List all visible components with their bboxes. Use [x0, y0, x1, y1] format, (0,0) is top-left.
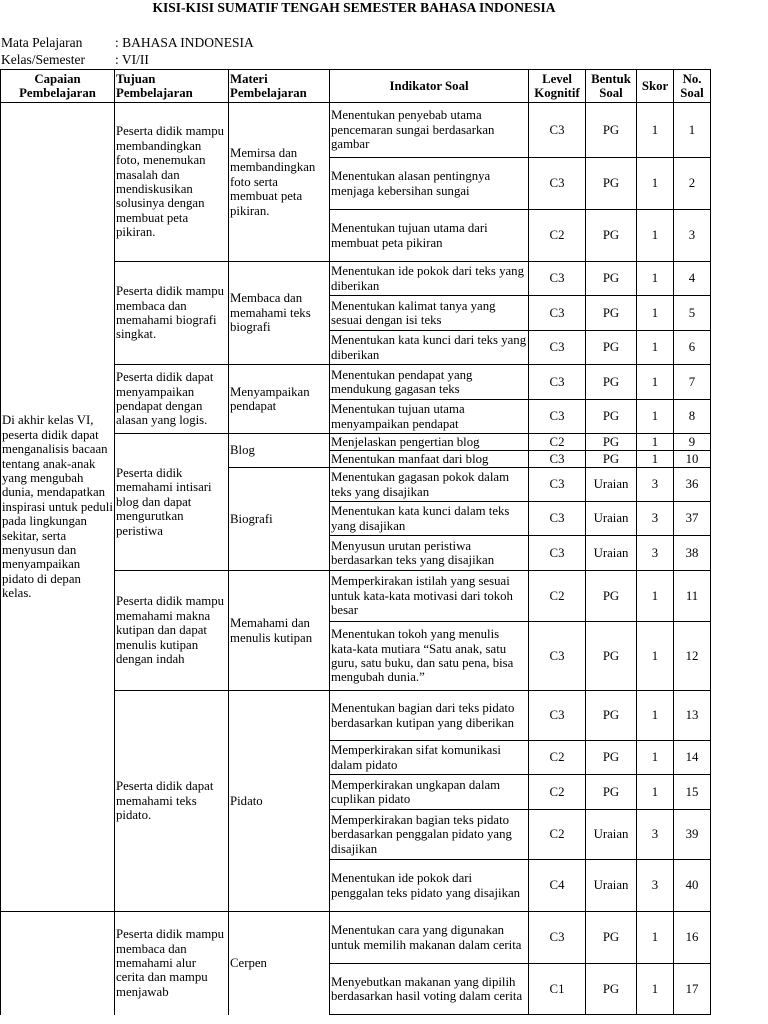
- indikator-cell: Menentukan ide pokok dari teks yang diberikan: [330, 262, 529, 296]
- table-row: [1, 103, 711, 158]
- level-cell: C4: [529, 860, 586, 912]
- bentuk-cell: Uraian: [586, 810, 637, 860]
- col-header-capaian: Capaian Pembelajaran: [1, 70, 115, 103]
- no-soal-cell: 4: [674, 262, 711, 296]
- tujuan-cell: Peserta didik mampu membaca dan memahami alur cerita dan mampu menjawab: [115, 912, 229, 1015]
- col-header-no: No. Soal: [674, 70, 711, 103]
- no-soal-cell: 9: [674, 434, 711, 451]
- level-cell: C2: [529, 571, 586, 622]
- bentuk-cell: PG: [586, 775, 637, 810]
- tujuan-cell: Peserta didik mampu memahami makna kutipan dan dapat menulis kutipan dengan indah: [115, 571, 229, 691]
- skor-cell: 3: [637, 502, 674, 536]
- bentuk-cell: PG: [586, 158, 637, 210]
- skor-cell: 1: [637, 622, 674, 691]
- level-cell: C3: [529, 296, 586, 331]
- level-cell: C3: [529, 331, 586, 365]
- no-soal-cell: 38: [674, 536, 711, 571]
- meta-label: Mata Pelajaran: [1, 35, 83, 50]
- level-cell: C3: [529, 536, 586, 571]
- bentuk-cell: PG: [586, 400, 637, 434]
- tujuan-cell: Peserta didik dapat memahami teks pidato.: [115, 691, 229, 912]
- tujuan-cell: Peserta didik mampu membaca dan memahami biografi singkat.: [115, 262, 229, 365]
- no-soal-cell: 15: [674, 775, 711, 810]
- materi-cell: Membaca dan memahami teks biografi: [229, 262, 330, 365]
- indikator-cell: Menentukan kata kunci dari teks yang diberikan: [330, 331, 529, 365]
- skor-cell: 1: [637, 210, 674, 262]
- skor-cell: 3: [637, 536, 674, 571]
- bentuk-cell: PG: [586, 103, 637, 158]
- indikator-cell: Menentukan tokoh yang menulis kata-kata mutiara “Satu anak, satu guru, satu buku, dan satu pena, bisa mengubah dunia.”: [330, 622, 529, 691]
- skor-cell: 1: [637, 741, 674, 775]
- tujuan-cell: Peserta didik dapat menyampaikan pendapat dengan alasan yang logis.: [115, 365, 229, 434]
- bentuk-cell: PG: [586, 741, 637, 775]
- no-soal-cell: 5: [674, 296, 711, 331]
- materi-cell: Cerpen: [229, 912, 330, 1015]
- capaian-cell: [1, 912, 115, 1015]
- indikator-cell: Menyebutkan makanan yang dipilih berdasarkan hasil voting dalam cerita: [330, 964, 529, 1015]
- no-soal-cell: 10: [674, 451, 711, 468]
- level-cell: C2: [529, 810, 586, 860]
- bentuk-cell: PG: [586, 262, 637, 296]
- level-cell: C2: [529, 210, 586, 262]
- bentuk-cell: PG: [586, 210, 637, 262]
- indikator-cell: Menentukan cara yang digunakan untuk memilih makanan dalam cerita: [330, 912, 529, 964]
- bentuk-cell: PG: [586, 571, 637, 622]
- level-cell: C2: [529, 434, 586, 451]
- indikator-cell: Menentukan kata kunci dalam teks yang disajikan: [330, 502, 529, 536]
- level-cell: C3: [529, 262, 586, 296]
- level-cell: C3: [529, 912, 586, 964]
- meta-class: [1, 52, 149, 68]
- bentuk-cell: PG: [586, 691, 637, 741]
- skor-cell: 1: [637, 400, 674, 434]
- indikator-cell: Memperkirakan bagian teks pidato berdasarkan penggalan pidato yang disajikan: [330, 810, 529, 860]
- indikator-cell: Menentukan kalimat tanya yang sesuai dengan isi teks: [330, 296, 529, 331]
- skor-cell: 1: [637, 912, 674, 964]
- materi-cell: Blog: [229, 434, 330, 468]
- indikator-cell: Menentukan tujuan utama dari membuat peta pikiran: [330, 210, 529, 262]
- col-header-skor: Skor: [637, 70, 674, 103]
- bentuk-cell: PG: [586, 622, 637, 691]
- kisi-kisi-table: [0, 69, 711, 1015]
- skor-cell: 1: [637, 365, 674, 400]
- indikator-cell: Menentukan bagian dari teks pidato berdasarkan kutipan yang diberikan: [330, 691, 529, 741]
- bentuk-cell: PG: [586, 434, 637, 451]
- no-soal-cell: 36: [674, 468, 711, 502]
- level-cell: C3: [529, 691, 586, 741]
- no-soal-cell: 7: [674, 365, 711, 400]
- no-soal-cell: 2: [674, 158, 711, 210]
- skor-cell: 1: [637, 451, 674, 468]
- bentuk-cell: Uraian: [586, 468, 637, 502]
- materi-cell: Pidato: [229, 691, 330, 912]
- level-cell: C3: [529, 502, 586, 536]
- bentuk-cell: Uraian: [586, 860, 637, 912]
- bentuk-cell: Uraian: [586, 536, 637, 571]
- table-row: [1, 912, 711, 964]
- skor-cell: 1: [637, 434, 674, 451]
- no-soal-cell: 3: [674, 210, 711, 262]
- skor-cell: 1: [637, 296, 674, 331]
- col-header-indikator: Indikator Soal: [330, 70, 529, 103]
- tujuan-cell: Peserta didik mampu membandingkan foto, menemukan masalah dan mendiskusikan solusinya dengan membuat peta pikiran.: [115, 103, 229, 262]
- no-soal-cell: 14: [674, 741, 711, 775]
- skor-cell: 1: [637, 571, 674, 622]
- level-cell: C1: [529, 964, 586, 1015]
- level-cell: C3: [529, 103, 586, 158]
- indikator-cell: Menyusun urutan peristiwa berdasarkan teks yang disajikan: [330, 536, 529, 571]
- no-soal-cell: 17: [674, 964, 711, 1015]
- capaian-cell: Di akhir kelas VI, peserta didik dapat menganalisis bacaan tentang anak-anak yang mengubah dunia, mendapatkan inspirasi untuk peduli pada lingkungan sekitar, serta menyusun dan menyampaikan pidato di depan kelas.: [1, 103, 115, 912]
- indikator-cell: Menentukan alasan pentingnya menjaga kebersihan sungai: [330, 158, 529, 210]
- no-soal-cell: 13: [674, 691, 711, 741]
- skor-cell: 1: [637, 103, 674, 158]
- no-soal-cell: 37: [674, 502, 711, 536]
- indikator-cell: Menentukan gagasan pokok dalam teks yang disajikan: [330, 468, 529, 502]
- level-cell: C2: [529, 775, 586, 810]
- meta-value: : VI/II: [115, 52, 149, 67]
- no-soal-cell: 12: [674, 622, 711, 691]
- indikator-cell: Menentukan pendapat yang mendukung gagasan teks: [330, 365, 529, 400]
- col-header-tujuan: Tujuan Pembelajaran: [115, 70, 229, 103]
- meta-subject: [1, 35, 254, 51]
- bentuk-cell: PG: [586, 451, 637, 468]
- bentuk-cell: PG: [586, 331, 637, 365]
- indikator-cell: Menentukan tujuan utama menyampaikan pendapat: [330, 400, 529, 434]
- skor-cell: 1: [637, 262, 674, 296]
- no-soal-cell: 1: [674, 103, 711, 158]
- meta-value: : BAHASA INDONESIA: [115, 35, 254, 50]
- no-soal-cell: 11: [674, 571, 711, 622]
- level-cell: C2: [529, 741, 586, 775]
- indikator-cell: Menjelaskan pengertian blog: [330, 434, 529, 451]
- col-header-materi: Materi Pembelajaran: [229, 70, 330, 103]
- level-cell: C3: [529, 622, 586, 691]
- bentuk-cell: PG: [586, 296, 637, 331]
- no-soal-cell: 39: [674, 810, 711, 860]
- skor-cell: 1: [637, 158, 674, 210]
- level-cell: C3: [529, 400, 586, 434]
- header-row: [1, 70, 711, 103]
- materi-cell: Memahami dan menulis kutipan: [229, 571, 330, 691]
- bentuk-cell: Uraian: [586, 502, 637, 536]
- bentuk-cell: PG: [586, 365, 637, 400]
- col-header-level: Level Kognitif: [529, 70, 586, 103]
- skor-cell: 3: [637, 860, 674, 912]
- no-soal-cell: 6: [674, 331, 711, 365]
- level-cell: C3: [529, 468, 586, 502]
- indikator-cell: Memperkirakan sifat komunikasi dalam pidato: [330, 741, 529, 775]
- indikator-cell: Menentukan penyebab utama pencemaran sungai berdasarkan gambar: [330, 103, 529, 158]
- indikator-cell: Memperkirakan ungkapan dalam cuplikan pidato: [330, 775, 529, 810]
- materi-cell: Biografi: [229, 468, 330, 571]
- indikator-cell: Menentukan ide pokok dari penggalan teks pidato yang disajikan: [330, 860, 529, 912]
- no-soal-cell: 16: [674, 912, 711, 964]
- indikator-cell: Memperkirakan istilah yang sesuai untuk kata-kata motivasi dari tokoh besar: [330, 571, 529, 622]
- skor-cell: 1: [637, 331, 674, 365]
- no-soal-cell: 40: [674, 860, 711, 912]
- no-soal-cell: 8: [674, 400, 711, 434]
- materi-cell: Menyampaikan pendapat: [229, 365, 330, 434]
- level-cell: C3: [529, 451, 586, 468]
- bentuk-cell: PG: [586, 912, 637, 964]
- skor-cell: 1: [637, 775, 674, 810]
- skor-cell: 3: [637, 468, 674, 502]
- materi-cell: Memirsa dan membandingkan foto serta membuat peta pikiran.: [229, 103, 330, 262]
- skor-cell: 1: [637, 691, 674, 741]
- skor-cell: 1: [637, 964, 674, 1015]
- indikator-cell: Menentukan manfaat dari blog: [330, 451, 529, 468]
- meta-label: Kelas/Semester: [1, 52, 85, 67]
- tujuan-cell: Peserta didik memahami intisari blog dan dapat mengurutkan peristiwa: [115, 434, 229, 571]
- level-cell: C3: [529, 365, 586, 400]
- document-title: KISI-KISI SUMATIF TENGAH SEMESTER BAHASA INDONESIA: [152, 0, 556, 15]
- bentuk-cell: PG: [586, 964, 637, 1015]
- level-cell: C3: [529, 158, 586, 210]
- col-header-bentuk: Bentuk Soal: [586, 70, 637, 103]
- skor-cell: 3: [637, 810, 674, 860]
